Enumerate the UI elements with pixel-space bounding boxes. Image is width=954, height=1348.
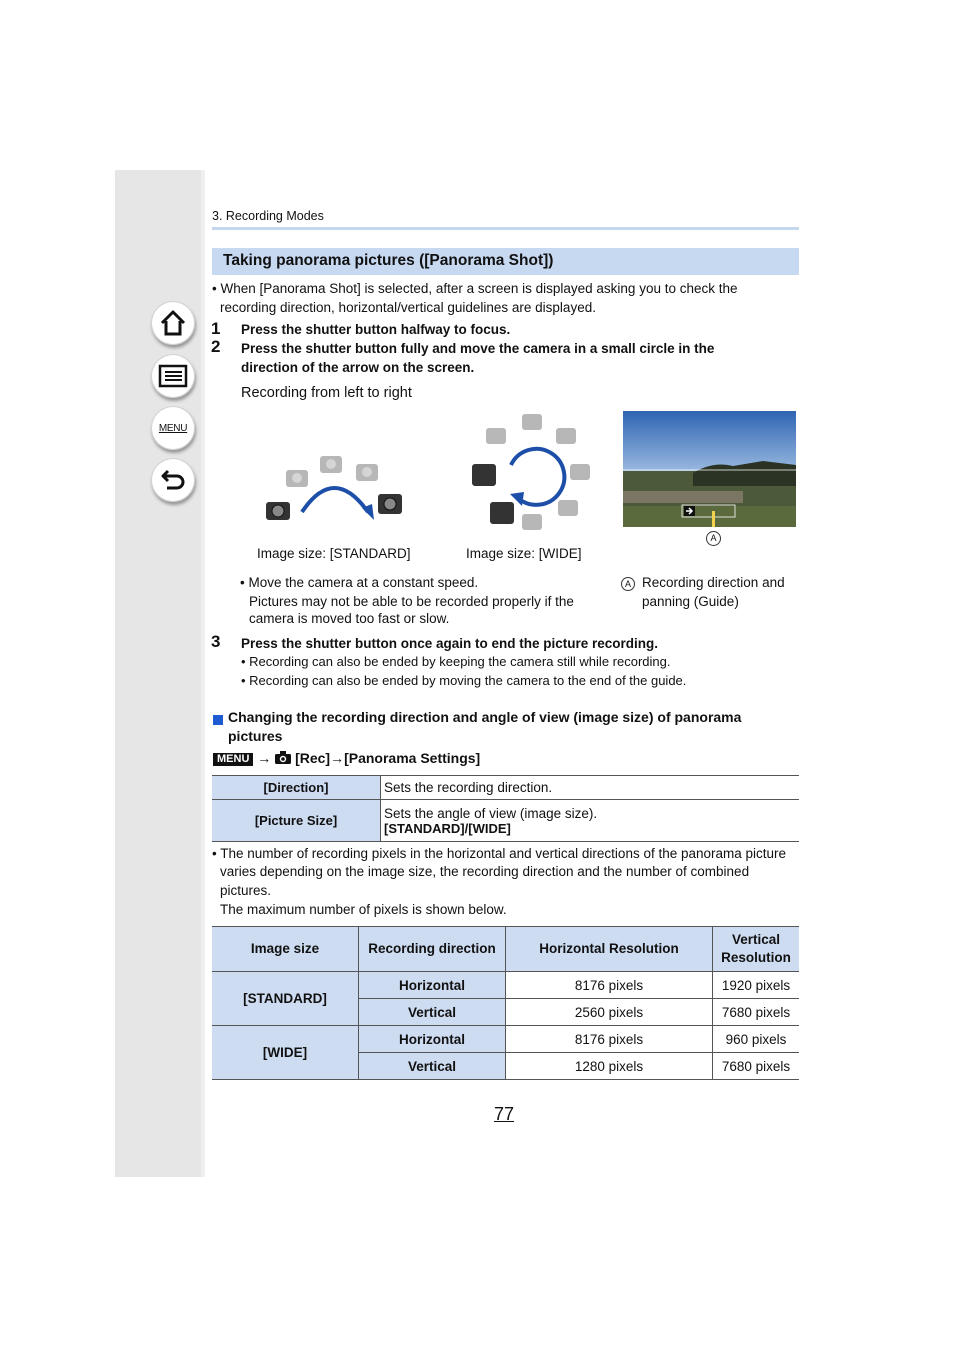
bullet-square [213,712,223,730]
vertical-res-cell: 1920 pixels [713,972,800,999]
direction-cell: Horizontal [359,1026,506,1053]
column-header: Image size [212,927,359,972]
sweep-arrow [302,488,368,512]
camera-icon [356,464,378,481]
guide-pointer [712,511,715,527]
table-row [212,1026,799,1053]
step-number: 2 [211,337,221,356]
step3-notes: • Recording can also be ended by keeping the camera still while recording. • Recording can also be ended by moving the camera to the end of the guide. [241,654,687,688]
table-header-row [212,927,799,972]
intro-note: • When [Panorama Shot] is selected, after a screen is displayed asking you to check the recording direction, horizontal/vertical guidelines are displayed. [212,281,738,315]
standard-sweep-diagram [258,450,418,530]
home-icon [159,309,187,337]
vertical-res-cell: 7680 pixels [713,999,800,1026]
move-note: • Move the camera at a constant speed. Pictures may not be able to be recorded properly if the camera is moved too fast or slow. [240,575,574,626]
step-number: 1 [211,319,221,338]
vertical-res-cell: 7680 pixels [713,1053,800,1080]
horizontal-res-cell: 1280 pixels [506,1053,713,1080]
page-number[interactable]: 77 [494,1104,515,1124]
contents-button[interactable] [151,354,195,398]
direction-cell: Vertical [359,999,506,1026]
column-header: Vertical Resolution [713,927,800,972]
setting-desc: Sets the recording direction. [381,776,800,800]
list-icon [158,364,188,388]
menu-badge: MENU [213,753,253,766]
guide-marker: A [706,531,721,546]
image-size-cell: [WIDE] [212,1026,359,1080]
camera-icon [522,514,542,530]
standard-caption: Image size: [STANDARD] [257,546,411,561]
wide-circle-diagram [466,410,601,540]
resolution-table [212,926,799,1080]
back-button[interactable] [151,458,195,502]
panorama-screen-photo [623,411,796,527]
chapter-title: 3. Recording Modes [212,209,324,223]
camera-icon [490,502,514,524]
legend-text: Recording direction and panning (Guide) [642,575,785,609]
sidebar-divider [201,170,205,1177]
menu-button[interactable] [151,406,195,450]
camera-icon [472,464,496,486]
table-row [212,776,799,800]
menu-path: MENU → [Rec]→[Panorama Settings] [213,749,480,768]
legend-marker: A [621,577,635,591]
pixels-note: • The number of recording pixels in the horizontal and vertical directions of the panorama picture varies depending on the image size, the recording direction and the number of combined pictures. The maximum number of pixels is shown below. [212,846,787,917]
camera-icon [275,751,291,764]
setting-name: [Picture Size] [212,800,381,842]
image-size-cell: [STANDARD] [212,972,359,1026]
subsection-title: Changing the recording direction and angle of view (image size) of panorama pictures [228,709,742,744]
horizontal-res-cell: 8176 pixels [506,972,713,999]
settings-table [212,775,799,842]
direction-cell: Vertical [359,1053,506,1080]
camera-icon [286,470,308,487]
home-button[interactable] [151,301,195,345]
column-header: Recording direction [359,927,506,972]
step-text: Press the shutter button once again to end the picture recording. [241,636,659,651]
camera-icon [558,500,578,516]
camera-icon [486,428,506,444]
section-title: Taking panorama pictures ([Panorama Shot]) [223,252,554,269]
horizontal-res-cell: 2560 pixels [506,999,713,1026]
camera-icon [522,414,542,430]
chapter-rule [212,227,799,230]
step-number: 3 [211,632,221,651]
camera-icon [570,464,590,480]
back-icon [159,467,187,493]
camera-icon [320,456,342,473]
camera-icon [556,428,576,444]
recording-caption: Recording from left to right [241,385,412,401]
table-row [212,800,799,842]
direction-cell: Horizontal [359,972,506,999]
vertical-res-cell: 960 pixels [713,1026,800,1053]
camera-icon [266,502,290,520]
setting-desc: Sets the angle of view (image size). [STANDARD]/[WIDE] [381,800,800,842]
wide-caption: Image size: [WIDE] [466,546,582,561]
column-header: Horizontal Resolution [506,927,713,972]
setting-name: [Direction] [212,776,381,800]
step-text: Press the shutter button fully and move the camera in a small circle in the direction of the arrow on the screen. [241,341,715,375]
step-text: Press the shutter button halfway to focus. [241,322,511,337]
table-row [212,972,799,999]
horizontal-res-cell: 8176 pixels [506,1026,713,1053]
camera-icon [378,494,402,514]
menu-button-label: MENU [158,422,188,434]
